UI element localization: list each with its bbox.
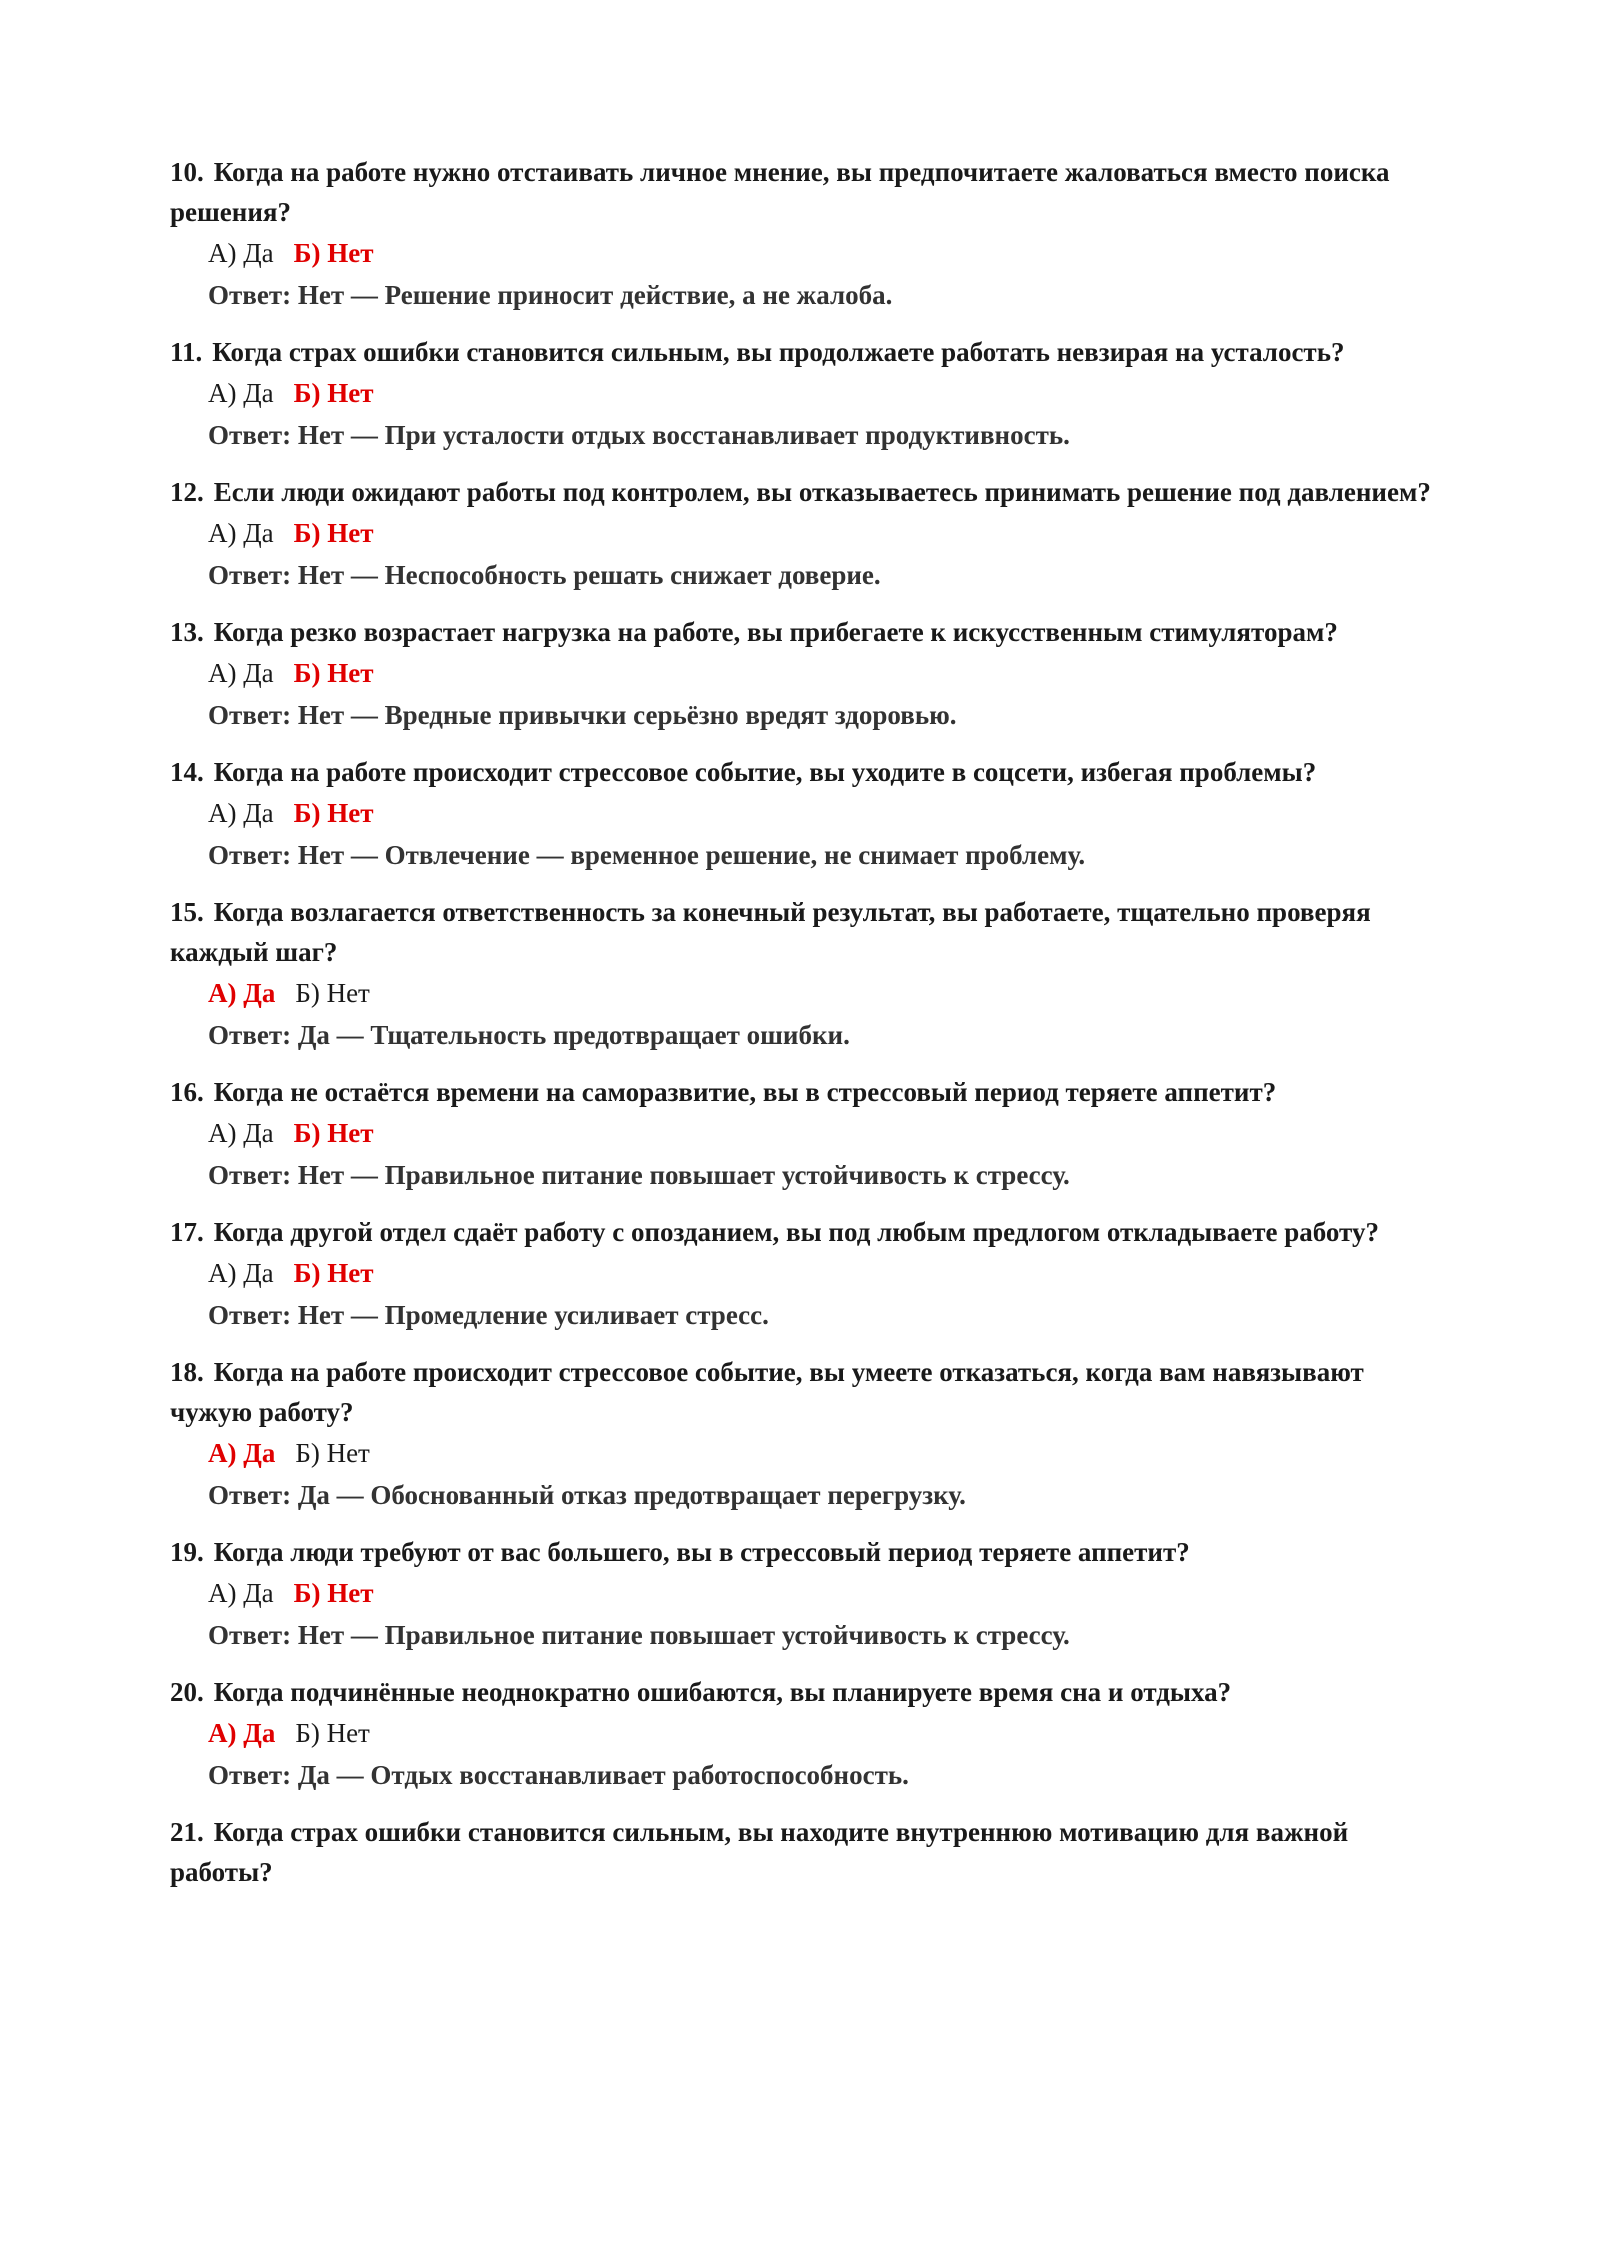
answer-options: [170, 1112, 1440, 1154]
question-title: [170, 332, 1440, 372]
question-text: Когда другой отдел сдаёт работу с опозданием, вы под любым предлогом откладываете работу?: [213, 1217, 1379, 1247]
answer-option: Б) Нет: [295, 1438, 370, 1468]
question-number: 14.: [170, 757, 204, 787]
answer-explanation: Ответ: Да — Тщательность предотвращает ошибки.: [208, 1020, 850, 1050]
answer-option: А) Да: [208, 1578, 274, 1608]
question-text: Когда на работе нужно отстаивать личное мнение, вы предпочитаете жаловаться вместо поиска решения?: [170, 157, 1390, 227]
answer-option-correct: Б) Нет: [293, 238, 374, 268]
answer-option: А) Да: [208, 1118, 274, 1148]
question-number: 10.: [170, 157, 204, 187]
answer-option-correct: А) Да: [208, 1718, 276, 1748]
question-text: Когда на работе происходит стрессовое событие, вы умеете отказаться, когда вам навязывают чужую работу?: [170, 1357, 1364, 1427]
answer-options: [170, 512, 1440, 554]
question-number: 13.: [170, 617, 204, 647]
answer-explanation: Ответ: Нет — Правильное питание повышает устойчивость к стрессу.: [208, 1620, 1070, 1650]
answer-explanation: Ответ: Да — Обоснованный отказ предотвращает перегрузку.: [208, 1480, 966, 1510]
question-title: [170, 892, 1440, 972]
question-item: [170, 1812, 1440, 1892]
question-text: Когда не остаётся времени на саморазвитие, вы в стрессовый период теряете аппетит?: [213, 1077, 1277, 1107]
answer-option-correct: Б) Нет: [293, 1258, 374, 1288]
answer-options: [170, 372, 1440, 414]
answer-option-correct: А) Да: [208, 978, 276, 1008]
question-title: [170, 1352, 1440, 1432]
answer-option: Б) Нет: [295, 1718, 370, 1748]
question-text: Когда резко возрастает нагрузка на работе, вы прибегаете к искусственным стимуляторам?: [213, 617, 1338, 647]
answer-options: [170, 1432, 1440, 1474]
question-item: [170, 1072, 1440, 1196]
answer-options: [170, 232, 1440, 274]
question-title: [170, 472, 1440, 512]
answer-options: [170, 1252, 1440, 1294]
question-number: 19.: [170, 1537, 204, 1567]
answer-explanation: Ответ: Нет — Решение приносит действие, а не жалоба.: [208, 280, 893, 310]
answer-option: А) Да: [208, 658, 274, 688]
answer-option-correct: Б) Нет: [293, 798, 374, 828]
question-title: [170, 1072, 1440, 1112]
answer-option: А) Да: [208, 518, 274, 548]
question-number: 21.: [170, 1817, 204, 1847]
question-text: Когда возлагается ответственность за конечный результат, вы работаете, тщательно проверяя каждый шаг?: [170, 897, 1371, 967]
question-text: Когда страх ошибки становится сильным, вы находите внутреннюю мотивацию для важной работы?: [170, 1817, 1349, 1887]
question-list: [170, 152, 1440, 1892]
question-title: [170, 752, 1440, 792]
answer-option: А) Да: [208, 378, 274, 408]
question-number: 15.: [170, 897, 204, 927]
question-item: [170, 472, 1440, 596]
question-item: [170, 332, 1440, 456]
question-title: [170, 152, 1440, 232]
question-text: Если люди ожидают работы под контролем, вы отказываетесь принимать решение под давлением?: [213, 477, 1431, 507]
answer-options: [170, 1712, 1440, 1754]
question-number: 20.: [170, 1677, 204, 1707]
answer-option-correct: Б) Нет: [293, 518, 374, 548]
question-title: [170, 1812, 1440, 1892]
answer-option-correct: Б) Нет: [293, 378, 374, 408]
question-item: [170, 1212, 1440, 1336]
question-title: [170, 1672, 1440, 1712]
answer-option-correct: Б) Нет: [293, 658, 374, 688]
question-text: Когда страх ошибки становится сильным, вы продолжаете работать невзирая на усталость?: [212, 337, 1345, 367]
answer-explanation: Ответ: Нет — Вредные привычки серьёзно вредят здоровью.: [208, 700, 957, 730]
question-item: [170, 152, 1440, 316]
question-number: 12.: [170, 477, 204, 507]
question-title: [170, 1532, 1440, 1572]
question-item: [170, 1352, 1440, 1516]
answer-explanation: Ответ: Нет — Неспособность решать снижает доверие.: [208, 560, 881, 590]
question-number: 16.: [170, 1077, 204, 1107]
answer-option-correct: Б) Нет: [293, 1578, 374, 1608]
question-item: [170, 1672, 1440, 1796]
question-title: [170, 1212, 1440, 1252]
answer-explanation: Ответ: Нет — Отвлечение — временное решение, не снимает проблему.: [208, 840, 1086, 870]
answer-options: [170, 972, 1440, 1014]
question-text: Когда подчинённые неоднократно ошибаются, вы планируете время сна и отдыха?: [213, 1677, 1232, 1707]
answer-options: [170, 652, 1440, 694]
question-number: 17.: [170, 1217, 204, 1247]
answer-explanation: Ответ: Нет — Правильное питание повышает устойчивость к стрессу.: [208, 1160, 1070, 1190]
question-number: 18.: [170, 1357, 204, 1387]
question-item: [170, 1532, 1440, 1656]
answer-options: [170, 792, 1440, 834]
answer-option: А) Да: [208, 798, 274, 828]
question-item: [170, 752, 1440, 876]
question-number: 11.: [170, 337, 203, 367]
answer-option-correct: А) Да: [208, 1438, 276, 1468]
answer-option: А) Да: [208, 238, 274, 268]
answer-option-correct: Б) Нет: [293, 1118, 374, 1148]
answer-options: [170, 1572, 1440, 1614]
question-item: [170, 892, 1440, 1056]
answer-option: А) Да: [208, 1258, 274, 1288]
question-text: Когда люди требуют от вас большего, вы в стрессовый период теряете аппетит?: [213, 1537, 1190, 1567]
answer-explanation: Ответ: Да — Отдых восстанавливает работоспособность.: [208, 1760, 909, 1790]
question-text: Когда на работе происходит стрессовое событие, вы уходите в соцсети, избегая проблемы?: [213, 757, 1317, 787]
answer-explanation: Ответ: Нет — Промедление усиливает стресс.: [208, 1300, 769, 1330]
answer-option: Б) Нет: [295, 978, 370, 1008]
document-page: [170, 152, 1440, 1908]
question-title: [170, 612, 1440, 652]
answer-explanation: Ответ: Нет — При усталости отдых восстанавливает продуктивность.: [208, 420, 1070, 450]
question-item: [170, 612, 1440, 736]
